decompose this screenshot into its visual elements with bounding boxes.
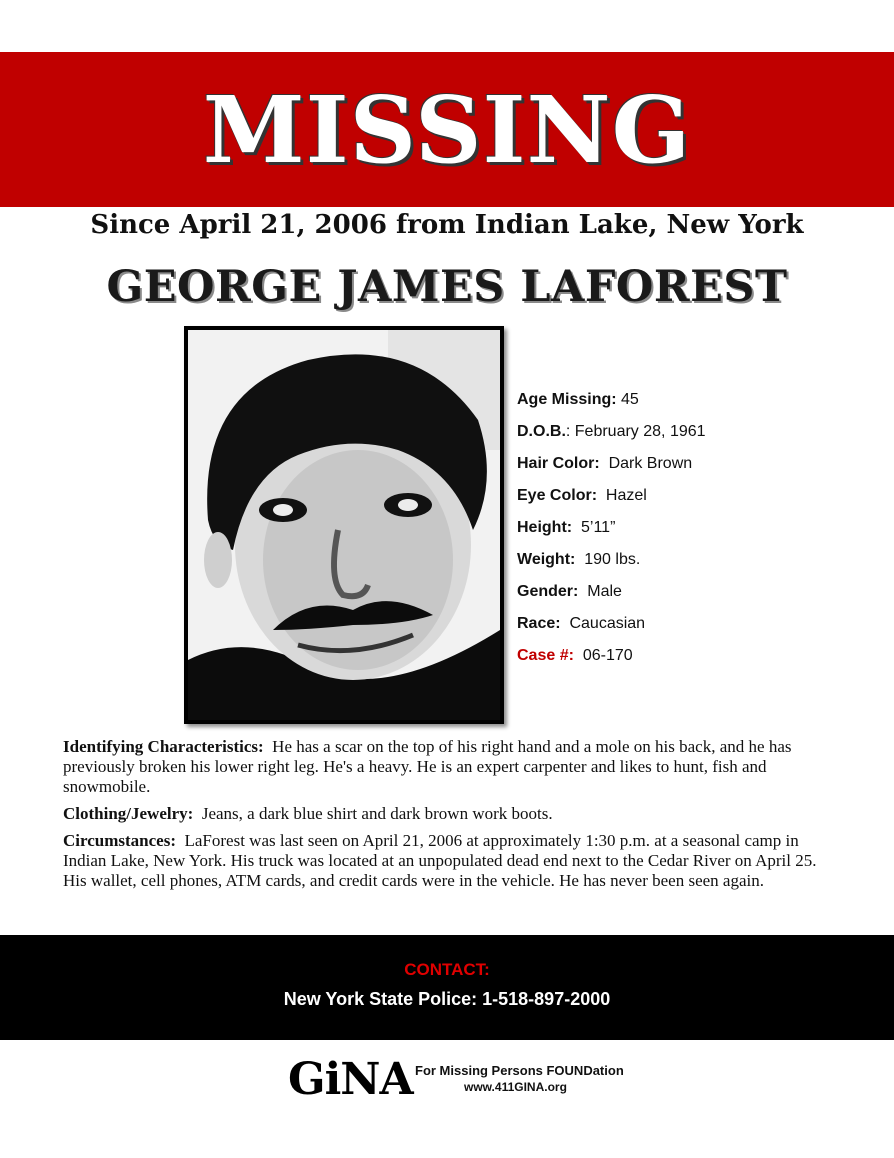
case-narrative <box>63 737 838 898</box>
detail-weight: Weight: 190 lbs. <box>517 551 641 568</box>
detail-hair: Hair Color: Dark Brown <box>517 455 693 472</box>
contact-bar <box>0 935 894 1040</box>
detail-eyes: Eye Color: Hazel <box>517 487 647 504</box>
detail-age: Age Missing: 45 <box>517 391 639 408</box>
detail-gender: Gender: Male <box>517 583 622 600</box>
detail-case: Case #: 06-170 <box>517 647 633 664</box>
clothing-jewelry: Clothing/Jewelry: Jeans, a dark blue shirt and dark brown work boots. <box>63 804 553 823</box>
person-name: GEORGE JAMES LAFOREST <box>106 262 788 312</box>
contact-label: CONTACT: <box>404 960 490 979</box>
detail-dob: D.O.B.: February 28, 1961 <box>517 423 706 440</box>
circumstances: Circumstances: LaForest was last seen on April 21, 2006 at approximately 1:30 p.m. at a seasonal camp in Indian Lake, New York. His truck was located at an unpopulated dead end next to the Cedar River on April 25. His wallet, cell phones, ATM cards, and credit cards were in the vehicle. He has never been seen again. <box>63 831 817 890</box>
portrait-image <box>188 330 500 720</box>
missing-since-line: Since April 21, 2006 from Indian Lake, New York <box>90 210 804 240</box>
gina-logo-mark: GiNA <box>288 1054 413 1105</box>
gina-logo <box>288 1054 628 1108</box>
gina-tagline: For Missing Persons FOUNDation <box>415 1063 624 1078</box>
missing-title: MISSING <box>202 75 692 184</box>
identifying-characteristics: Identifying Characteristics: He has a scar on the top of his right hand and a mole on his back, and he has previously broken his lower right leg. He's a heavy. He is an expert carpenter and likes to hunt, fish and snowmobile. <box>63 737 792 796</box>
person-photo <box>184 326 504 724</box>
detail-height: Height: 5’11” <box>517 519 616 536</box>
person-details <box>517 384 877 672</box>
gina-website-link[interactable]: www.411GINA.org <box>464 1080 567 1094</box>
detail-race: Race: Caucasian <box>517 615 646 632</box>
contact-phone: New York State Police: 1-518-897-2000 <box>283 989 611 1009</box>
missing-banner <box>0 52 894 207</box>
